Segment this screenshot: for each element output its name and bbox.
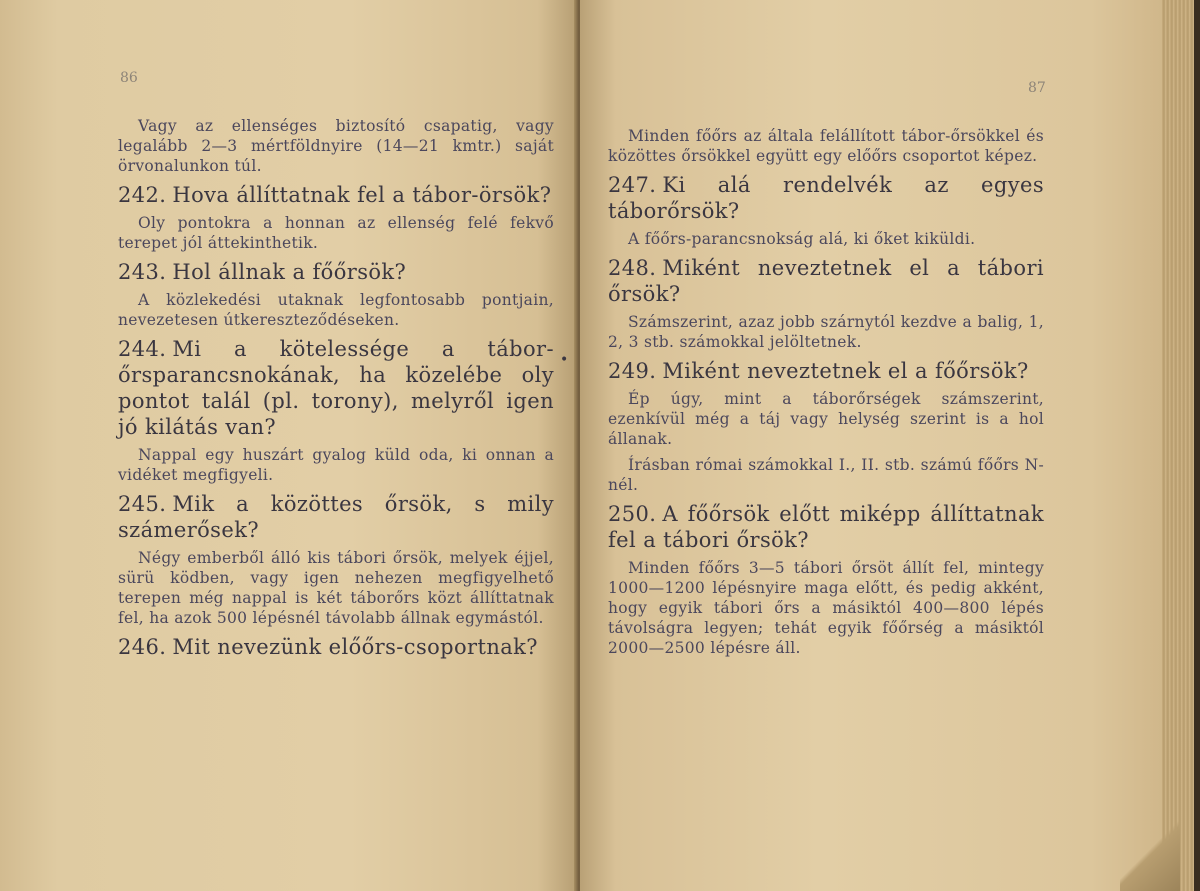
answer-paragraph: Vagy az ellenséges biztosító csapatig, vagy legalább 2—3 mértföldnyire (14—21 kmtr.) saját örvonalunkon túl. bbox=[118, 117, 554, 175]
page-number-left: 86 bbox=[120, 70, 138, 86]
answer-paragraph: A főőrs-parancsnokság alá, ki őket kiküldi. bbox=[628, 230, 976, 248]
answer-paragraph: Írásban római számokkal I., II. stb. számú főőrs N-nél. bbox=[608, 456, 1044, 494]
question-text: Ki alá rendelvék az egyes táborőrsök? bbox=[608, 173, 1044, 223]
question-text: Mit nevezünk előőrs-csoportnak? bbox=[172, 635, 538, 659]
page-curl bbox=[1120, 820, 1180, 891]
question-number: 246. bbox=[118, 635, 167, 659]
question-text: Mik a közöttes őrsök, s mily számerősek? bbox=[118, 492, 554, 542]
answer-paragraph: Négy emberből álló kis tábori őrsök, melyek éjjel, sürü ködben, vagy igen nehezen megfigyelhető terepen még nappal is két táborőrs közt állíttatnak fel, ha azok 500 lépésnél távolabb állnak egymástól. bbox=[118, 549, 554, 627]
page-number-right: 87 bbox=[1028, 80, 1046, 96]
question-number: 245. bbox=[118, 492, 167, 516]
question-number: 249. bbox=[608, 359, 657, 383]
question-242 bbox=[118, 182, 554, 208]
question-250 bbox=[608, 501, 1044, 553]
question-text: Hol állnak a főőrsök? bbox=[172, 260, 407, 284]
margin-mark: • bbox=[560, 352, 569, 368]
question-246 bbox=[118, 634, 554, 660]
right-page-text bbox=[608, 126, 1044, 664]
question-247 bbox=[608, 172, 1044, 224]
question-text: Miként neveztetnek el a tábori őrsök? bbox=[608, 256, 1044, 306]
question-245 bbox=[118, 491, 554, 543]
question-244 bbox=[118, 336, 554, 440]
answer-paragraph: Minden főőrs az általa felállított tábor-őrsökkel és közöttes őrsökkel együtt egy előőrs csoportot képez. bbox=[608, 127, 1044, 165]
left-page bbox=[0, 0, 578, 891]
question-248 bbox=[608, 255, 1044, 307]
question-number: 247. bbox=[608, 173, 657, 197]
question-text: Mi a kötelessége a tábor-őrsparancsnokának, ha közelébe oly pontot talál (pl. torony), melyről igen jó kilátás van? bbox=[118, 337, 554, 439]
question-text: A főőrsök előtt miképp állíttatnak fel a tábori őrsök? bbox=[608, 502, 1044, 552]
question-249 bbox=[608, 358, 1044, 384]
answer-paragraph: Ép úgy, mint a táborőrségek számszerint, ezenkívül még a táj vagy helység szerint is a hol állanak. bbox=[608, 390, 1044, 448]
question-text: Miként neveztetnek el a főőrsök? bbox=[662, 359, 1029, 383]
question-number: 248. bbox=[608, 256, 657, 280]
question-243 bbox=[118, 259, 554, 285]
question-number: 244. bbox=[118, 337, 167, 361]
left-page-text bbox=[118, 116, 554, 665]
answer-paragraph: Minden főőrs 3—5 tábori őrsöt állít fel, mintegy 1000—1200 lépésnyire maga előtt, és pedig akként, hogy egyik tábori őrs a másiktól 400—800 lépés távolságra legyen; tehát egyik főőrség a másiktól 2000—2500 lépésre áll. bbox=[608, 559, 1044, 657]
question-number: 242. bbox=[118, 183, 167, 207]
question-number: 250. bbox=[608, 502, 657, 526]
book-cover-edge bbox=[1194, 0, 1200, 891]
answer-paragraph: A közlekedési utaknak legfontosabb pontjain, nevezetesen útkereszteződéseken. bbox=[118, 291, 554, 329]
right-page bbox=[580, 0, 1180, 891]
answer-paragraph: Számszerint, azaz jobb szárnytól kezdve a balig, 1, 2, 3 stb. számokkal jelöltetnek. bbox=[608, 313, 1044, 351]
question-number: 243. bbox=[118, 260, 167, 284]
answer-paragraph: Nappal egy huszárt gyalog küld oda, ki onnan a vidéket megfigyeli. bbox=[118, 446, 554, 484]
question-text: Hova állíttatnak fel a tábor-örsök? bbox=[172, 183, 552, 207]
answer-paragraph: Oly pontokra a honnan az ellenség felé fekvő terepet jól áttekinthetik. bbox=[118, 214, 554, 252]
